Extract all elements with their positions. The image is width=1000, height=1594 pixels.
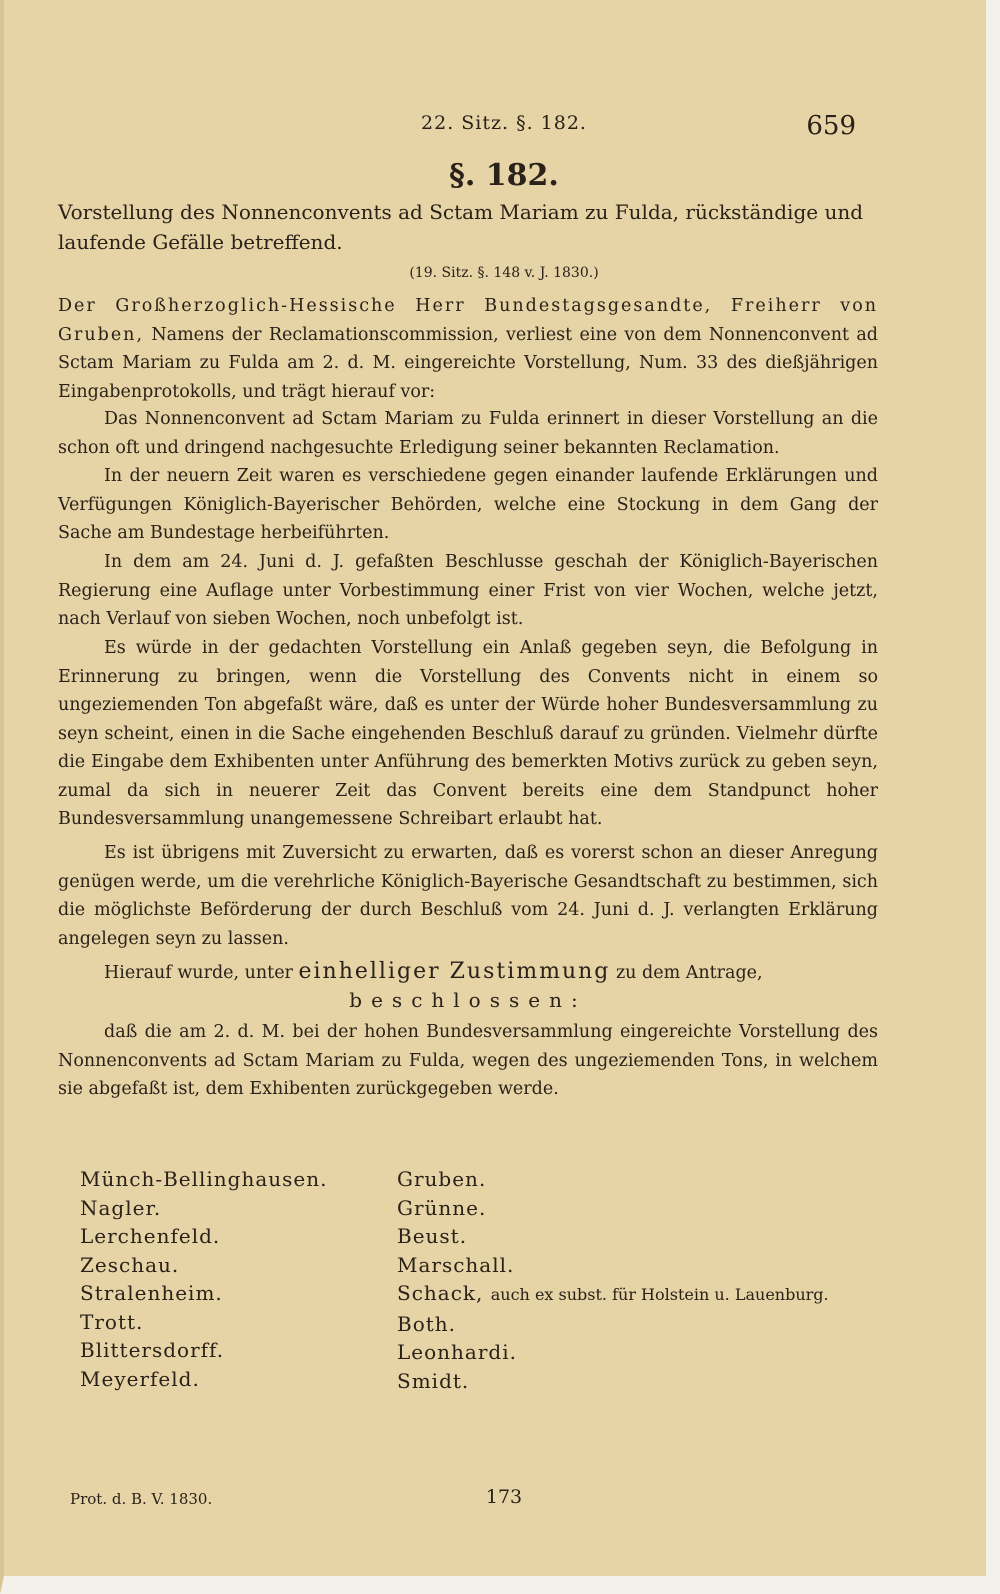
paragraph-3: In dem am 24. Juni d. J. gefaßten Beschlusse geschah der Königlich-Bayerischen Regierung eine Auflage unter Vorbestimmung einer Frist von vier Wochen, welche jetzt, nach Verlauf von sieben Wochen, noch unbefolgt ist. [58,552,878,629]
intro-lead: Der Großherzoglich-Hessische Herr Bundestagsgesandte, Freiherr von Gruben, [58,296,878,345]
intro-rest: Namens der Reclamationscommission, verliest eine von dem Nonnenconvent ad Sctam Mariam zu Fulda am 2. d. M. eingereichte Vorstellung, Num. 33 des dießjährigen Eingabenprotokolls, und trägt hierauf vor: [58,324,878,402]
decision-text: daß die am 2. d. M. bei der hohen Bundesversammlung eingereichte Vorstellung des Nonnenconvents ad Sctam Mariam zu Fulda, wegen des ungeziemenden Tons, in welchem sie abgefaßt ist, dem Exhibenten zurückgegeben werde. [58,1022,878,1099]
footer-sheet-number: 173 [485,1486,523,1508]
signature: Gruben. [397,1167,487,1191]
intro-paragraph [58,292,878,406]
signature: Zeschau. [80,1252,180,1277]
resolution-emphasis: einhelliger Zustimmung [298,959,611,984]
paragraph-4: Es würde in der gedachten Vorstellung ein Anlaß gegeben seyn, die Befolgung in Erinnerung zu bringen, wenn die Vorstellung des Convents nicht in einem so ungeziemenden Ton abgefaßt wäre, daß es unter der Würde hoher Bundesversammlung zu seyn scheint, einen in die Sache eingehenden Beschluß darauf zu gründen. Vielmehr dürfte die Eingabe dem Exhibenten unter Anführung des bemerkten Motivs zurück zu geben seyn, zumal da sich in neuerer Zeit das Convent bereits eine dem Standpunct hoher Bundesversammlung unangemessene Schreibart erlaubt hat. [58,638,878,829]
signature: Beust. [397,1224,468,1248]
signature: Grünne. [397,1195,487,1220]
signature: Meyerfeld. [80,1366,200,1391]
resolution-line [58,958,878,988]
footer-source: Prot. d. B. V. 1830. [70,1490,213,1508]
section-number: §. 182. [449,158,559,193]
resolution-before: Hierauf wurde, unter [104,963,299,983]
cross-reference: (19. Sitz. §. 148 v. J. 1830.) [409,265,599,281]
signature: Both. [397,1311,457,1336]
decision-word: beschlossen: [349,988,587,1012]
section-heading: Vorstellung des Nonnenconvents ad Sctam Mariam zu Fulda, rückständige und laufende Gefälle betreffend. [58,200,864,254]
signatures-left [80,1165,380,1393]
signature-with-note [397,1279,957,1310]
signature: Nagler. [80,1195,162,1220]
paragraph-2: In der neuern Zeit waren es verschiedene gegen einander laufende Erklärungen und Verfügungen Königlich-Bayerischer Behörden, welche eine Stockung in dem Gang der Sache am Bundestage herbeiführten. [58,466,878,543]
paragraph-1: Das Nonnenconvent ad Sctam Mariam zu Fulda erinnert in dieser Vorstellung an die schon oft und dringend nachgesuchte Erledigung seiner bekannten Reclamation. [58,409,878,458]
signature-note: auch ex subst. für Holstein u. Lauenburg. [490,1285,829,1304]
signatures-right [397,1165,957,1395]
signature: Schack, [397,1281,484,1305]
resolution-after: zu dem Antrage, [610,963,763,983]
signature: Marschall. [397,1252,515,1277]
signature: Lerchenfeld. [80,1224,221,1248]
signature: Smidt. [397,1368,470,1393]
signature: Stralenheim. [80,1281,223,1305]
page-number: 659 [806,111,856,141]
paragraph-5: Es ist übrigens mit Zuversicht zu erwarten, daß es vorerst schon an dieser Anregung genügen werde, um die verehrliche Königlich-Bayerische Gesandtschaft zu bestimmen, sich die möglichste Beförderung der durch Beschluß vom 24. Juni d. J. verlangten Erklärung angelegen seyn zu lassen. [58,843,878,949]
signature: Leonhardi. [397,1340,517,1364]
signature: Trott. [80,1309,144,1334]
running-head: 22. Sitz. §. 182. [421,112,587,134]
signature: Münch-Bellinghausen. [80,1167,328,1191]
signature: Blittersdorff. [80,1338,225,1362]
